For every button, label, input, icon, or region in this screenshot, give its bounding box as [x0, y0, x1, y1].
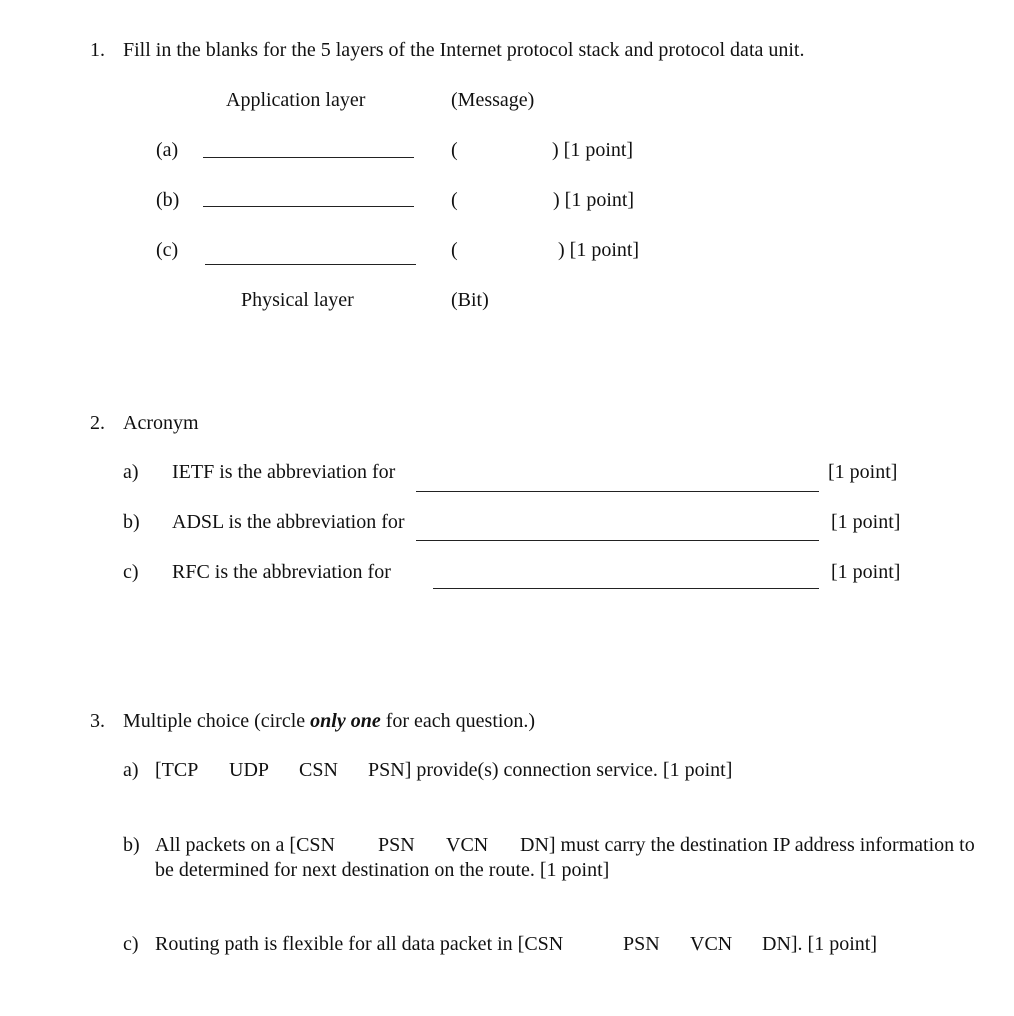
q2-item-a-text: IETF is the abbreviation for [172, 461, 396, 483]
q1-row-c-layer-blank[interactable] [205, 264, 416, 265]
q3-title-emphasis: only one [310, 710, 381, 732]
q3-title-post: for each question.) [380, 710, 536, 732]
q2-item-c-label: c) [123, 561, 139, 583]
q1-row-a-label: (a) [156, 139, 179, 161]
q1-row-c-label: (c) [156, 239, 179, 261]
q3b-label: b) [123, 834, 140, 856]
q1-top-pdu: (Message) [451, 89, 535, 111]
q3b-line1-pre[interactable]: All packets on a [CSN [155, 834, 335, 856]
q3c-rest[interactable]: DN]. [1 point] [762, 933, 877, 955]
q1-number: 1. [90, 39, 105, 61]
q3a-label: a) [123, 759, 139, 781]
q1-top-layer: Application layer [226, 89, 366, 111]
q3b-line1-rest[interactable]: DN] must carry the destination IP address information to [520, 834, 975, 856]
q3b-option-vcn[interactable]: VCN [446, 834, 489, 856]
q2-item-b-points: [1 point] [831, 511, 901, 533]
q1-row-b-layer-blank[interactable] [203, 206, 414, 207]
q1-row-a-layer-blank[interactable] [203, 157, 414, 158]
q3b-line2: be determined for next destination on the route. [1 point] [155, 859, 610, 881]
q3-title-pre: Multiple choice (circle [123, 710, 311, 732]
q3a-option-udp[interactable]: UDP [229, 759, 270, 781]
q1-row-b-close: ) [1 point] [553, 189, 635, 211]
q2-number: 2. [90, 412, 105, 434]
q1-bottom-pdu: (Bit) [451, 289, 489, 311]
q2-item-a-label: a) [123, 461, 139, 483]
q3a-option-tcp[interactable]: [TCP [155, 759, 199, 781]
q1-prompt: Fill in the blanks for the 5 layers of the Internet protocol stack and protocol data unit. [123, 39, 805, 61]
q3a-option-csn[interactable]: CSN [299, 759, 338, 781]
q1-row-a-open-paren: ( [451, 139, 458, 161]
q3-title [123, 709, 535, 733]
q1-row-b-open-paren: ( [451, 189, 458, 211]
q2-item-b-label: b) [123, 511, 140, 533]
q1-row-c-open-paren: ( [451, 239, 458, 261]
q1-row-a-close: ) [1 point] [552, 139, 634, 161]
q2-item-b-text: ADSL is the abbreviation for [172, 511, 405, 533]
q2-item-c-points: [1 point] [831, 561, 901, 583]
q2-title: Acronym [123, 412, 199, 434]
q1-row-b-label: (b) [156, 189, 180, 211]
q3c-option-vcn[interactable]: VCN [690, 933, 733, 955]
q2-item-b-blank[interactable] [416, 540, 819, 541]
q1-row-c-close: ) [1 point] [558, 239, 640, 261]
q2-item-c-text: RFC is the abbreviation for [172, 561, 391, 583]
q3-number: 3. [90, 710, 105, 732]
q3b-option-psn[interactable]: PSN [378, 834, 415, 856]
q2-item-a-blank[interactable] [416, 491, 819, 492]
q3c-pre[interactable]: Routing path is flexible for all data packet in [CSN [155, 933, 564, 955]
q1-bottom-layer: Physical layer [241, 289, 354, 311]
q2-item-a-points: [1 point] [828, 461, 898, 483]
q2-item-c-blank[interactable] [433, 588, 819, 589]
q3c-label: c) [123, 933, 139, 955]
q3a-option-psn-rest[interactable]: PSN] provide(s) connection service. [1 point] [368, 759, 733, 781]
q3c-option-psn[interactable]: PSN [623, 933, 660, 955]
